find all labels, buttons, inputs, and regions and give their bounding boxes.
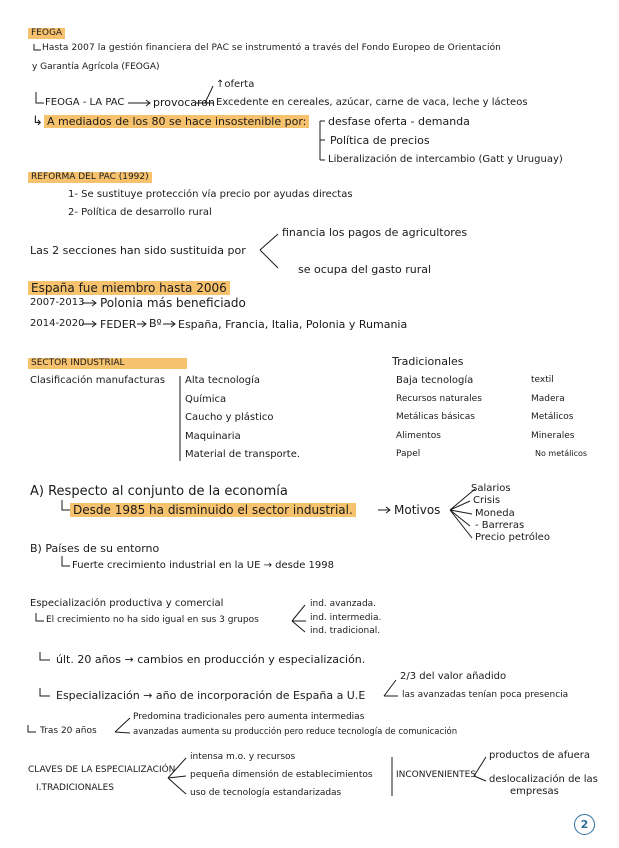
clave-item: intensa m.o. y recursos <box>190 752 296 762</box>
grupo-item: ind. tradicional. <box>310 626 381 636</box>
chain-start: FEOGA - LA PAC <box>45 97 125 108</box>
grupo-item: ind. intermedia. <box>310 613 382 623</box>
mid80-highlight: A mediados de los 80 se hace insostenible por: <box>44 115 309 128</box>
trad-item: Metálicas básicas <box>396 412 475 422</box>
b-label: Bº <box>149 317 162 330</box>
trad-item: No metálicos <box>535 449 588 458</box>
section-heading-reforma: REFORMA DEL PAC (1992) <box>28 172 152 183</box>
intro-line: y Garantía Agrícola (FEOGA) <box>32 62 160 72</box>
branch-arrow <box>292 605 306 632</box>
incon-item: productos de afuera <box>489 750 591 761</box>
sections-target: financia los pagos de agricultores <box>282 226 468 239</box>
trad-item: Papel <box>396 449 421 459</box>
mid80-reason: desfase oferta - demanda <box>328 115 470 128</box>
a-highlight: Desde 1985 ha disminuido el sector industrial. <box>70 503 356 517</box>
period: 2007-2013 <box>30 297 85 308</box>
period-text: Polonia más beneficiado <box>100 296 246 310</box>
intro-line: Hasta 2007 la gestión financiera del PAC se instrumentó a través del Fondo Europeo de Orientación <box>42 43 501 53</box>
trad-item: Minerales <box>531 431 575 441</box>
elbow-arrow <box>62 500 70 510</box>
alta-item: Química <box>185 394 227 405</box>
reforma-item: 1- Se sustituye protección vía precio por ayudas directas <box>68 189 353 200</box>
espec-heading: Especialización productiva y comercial <box>30 598 224 609</box>
trad-item: textil <box>531 375 554 385</box>
grupo-item: ind. avanzada. <box>310 599 377 609</box>
mid80-reason: Política de precios <box>330 134 430 147</box>
sections-target: se ocupa del gasto rural <box>298 263 432 276</box>
trad-item: Metálicos <box>531 412 574 422</box>
arrow-icon <box>137 321 146 327</box>
branch-arrow <box>168 758 186 794</box>
motivo: Salarios <box>471 483 511 494</box>
mid80-reason: Liberalización de intercambio (Gatt y Uruguay) <box>328 154 563 165</box>
elbow-arrow <box>28 725 36 732</box>
elbow-arrow <box>40 652 50 660</box>
elbow-arrow <box>36 92 44 103</box>
motivos-label: Motivos <box>394 503 441 517</box>
espec-up: 2/3 del valor añadido <box>400 671 507 682</box>
oferta-note: ↑oferta <box>216 79 255 90</box>
section-heading-industrial: SECTOR INDUSTRIAL <box>28 358 187 369</box>
fund-label: FEDER <box>100 318 137 331</box>
alta-item: Caucho y plástico <box>185 412 274 423</box>
corner-arrow-icon: ↳ <box>32 114 43 129</box>
section-a-label: A) Respecto al conjunto de la economía <box>30 484 288 499</box>
espec-down: las avanzadas tenían poca presencia <box>402 690 569 700</box>
motivo: Moneda <box>475 508 515 519</box>
tradicionales-heading: Tradicionales <box>392 355 464 368</box>
arrow-icon <box>163 321 175 327</box>
claves-sub: I.TRADICIONALES <box>36 783 114 793</box>
ult20-text: últ. 20 años → cambios en producción y especialización. <box>56 653 366 666</box>
claves-label: CLAVES DE LA ESPECIALIZACIÓN <box>28 765 176 775</box>
tras-item: Predomina tradicionales pero aumenta intermedias <box>133 712 365 722</box>
arrow-icon <box>128 100 150 106</box>
incon-item: deslocalización de las <box>489 774 598 785</box>
clave-item: uso de tecnología estandarizadas <box>190 788 342 798</box>
alta-item: Alta tecnología <box>185 375 261 386</box>
clave-item: pequeña dimensión de establecimientos <box>190 770 373 780</box>
trad-item: Recursos naturales <box>396 394 482 404</box>
elbow-arrow <box>40 688 50 696</box>
branch-arrow <box>115 718 130 733</box>
clasif-label: Clasificación manufacturas <box>30 375 166 386</box>
inconvenientes-label: INCONVENIENTES <box>396 770 477 780</box>
b-text: Fuerte crecimiento industrial en la UE → desde 1998 <box>72 560 334 571</box>
bracket <box>320 121 325 160</box>
countries: España, Francia, Italia, Polonia y Rumania <box>178 318 408 331</box>
sections-label: Las 2 secciones han sido sustituida por <box>30 244 246 257</box>
arrow-icon <box>378 507 390 513</box>
alta-item: Material de transporte. <box>185 449 301 460</box>
alta-item: Maquinaria <box>185 431 241 442</box>
chain-result: Excedente en cereales, azúcar, carne de vaca, leche y lácteos <box>216 97 528 108</box>
page-number: 2 <box>574 814 595 835</box>
trad-item: Madera <box>531 394 565 404</box>
section-heading-feoga: FEOGA <box>28 28 65 39</box>
elbow-arrow <box>34 44 41 50</box>
espana-highlight: España fue miembro hasta 2006 <box>28 281 230 295</box>
tras-label: Tras 20 años <box>40 726 97 736</box>
motivo: - Barreras <box>475 520 525 531</box>
section-b-label: B) Países de su entorno <box>30 542 160 555</box>
branch-arrow <box>384 680 398 696</box>
elbow-arrow <box>36 613 44 621</box>
incon-item: empresas <box>510 786 559 797</box>
crecimiento-label: El crecimiento no ha sido igual en sus 3 grupos <box>46 615 259 625</box>
trad-item: Baja tecnología <box>396 375 474 386</box>
branch-arrow <box>450 489 475 538</box>
reforma-item: 2- Política de desarrollo rural <box>68 207 212 218</box>
tras-item: avanzadas aumenta su producción pero reduce tecnología de comunicación <box>133 727 458 737</box>
branch-arrow <box>260 234 278 268</box>
period: 2014-2020 <box>30 318 85 329</box>
chain-cause: provocaron <box>153 96 216 109</box>
espec-label: Especialización → año de incorporación de España a U.E <box>56 689 366 702</box>
motivo: Crisis <box>473 495 501 506</box>
motivo: Precio petróleo <box>475 532 550 543</box>
trad-item: Alimentos <box>396 431 441 441</box>
elbow-arrow <box>62 556 70 566</box>
